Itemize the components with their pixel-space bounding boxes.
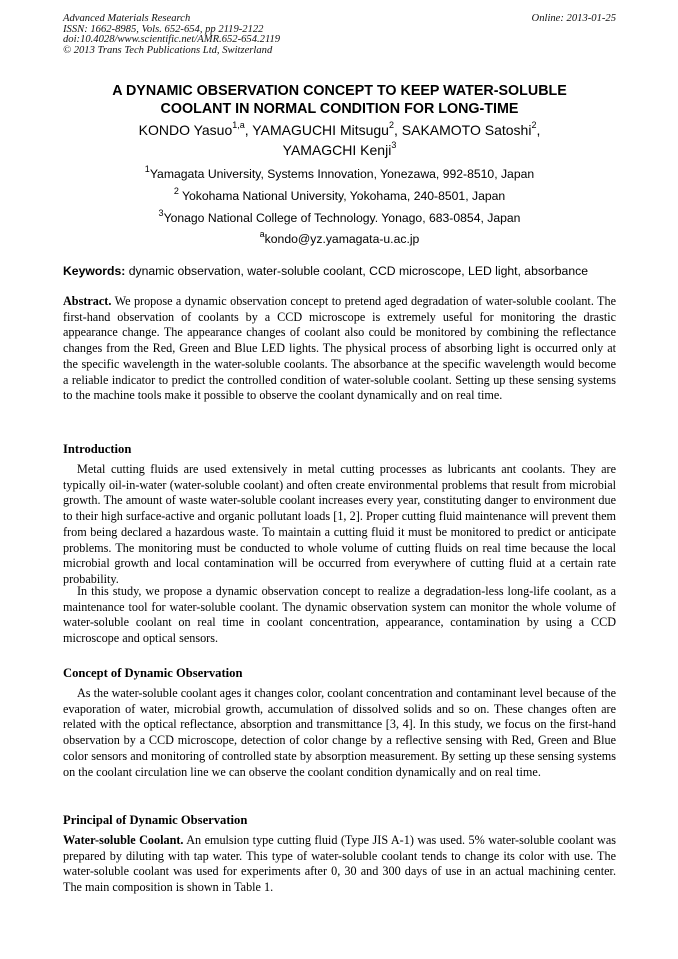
author-name: , YAMAGUCHI Mitsugu — [244, 122, 389, 138]
concept-paragraph-1 — [63, 686, 616, 780]
author-separator: , — [536, 122, 541, 138]
abstract-label: Abstract. — [63, 294, 112, 308]
affiliation-1 — [63, 163, 616, 181]
paragraph-text: An emulsion type cutting fluid (Type JIS A-1) was used. 5% water-soluble coolant was prepared by diluting with tap water. This type of water-soluble coolant tends to change its color with use. The water-soluble coolant was used for experiments after 0, 30 and 300 days of use in an actual machining center. The main composition is shown in Table 1. — [63, 833, 617, 895]
affiliation-text: Yamagata University, Systems Innovation, Yonezawa, 992-8510, Japan — [149, 167, 535, 181]
author-name: , SAKAMOTO Satoshi — [393, 122, 532, 138]
author-line-2 — [63, 141, 616, 161]
section-heading-introduction: Introduction — [63, 442, 132, 456]
paper-title — [63, 82, 616, 118]
paragraph-text: In this study, we propose a dynamic observation concept to realize a degradation-less long-life coolant, as a maintenance tool for water-soluble coolant. The dynamic observation system can monitor the whole volume of water-soluble coolant on real time in coolant concentration, appearance, contamination by using a CCD microscope and optical sensors. — [63, 584, 616, 646]
keywords — [63, 264, 616, 279]
email-address[interactable]: kondo@yz.yamagata-u.ac.jp — [264, 232, 420, 246]
title-line-2: COOLANT IN NORMAL CONDITION FOR LONG-TIME — [160, 101, 519, 117]
author-name: YAMAGCHI Kenji — [282, 141, 392, 158]
affiliation-text: Yonago National College of Technology. Yonago, 683-0854, Japan — [163, 211, 521, 225]
keywords-text: dynamic observation, water-soluble coolant, CCD microscope, LED light, absorbance — [125, 264, 588, 278]
journal-name: Advanced Materials Research — [63, 13, 191, 24]
paragraph-text: Metal cutting fluids are used extensively in metal cutting processes as lubricants ant coolants. They are typically oil-in-water (water-soluble coolant) and often create environmental problems that result from microbial growth. The amount of waste water-soluble coolant increases every year, constituting danger to environment due to their high surface-active and organic pollutant loads [1, 2]. Proper cutting fluid maintenance will prevent them from being declared a hazardous waste. To maintain a cutting fluid it must be monitored to predict or anticipate problems. The monitoring must be conducted to whole volume of cutting fluids on real time because the local microbial growth and local contamination will be occurred from everywhere of cutting fluid at a certain rate probability. — [63, 462, 616, 586]
introduction-paragraph-1 — [63, 462, 616, 588]
affiliation-mark: 1 — [144, 163, 150, 174]
author-line-1 — [63, 121, 616, 141]
paragraph-text: As the water-soluble coolant ages it changes color, coolant concentration and contaminant level because of the evaporation of water, microbial growth, accumulation of dissolved solids and so on. These changes often are related with the optical reflectance, absorption and transmittance [3, 4]. In this study, we focus on the first-hand observation by a CCD microscope, detection of color change by a reflective sensing with Red, Green and Blue color sensors and monitoring of controlled state by absorption measurement. By setting up these sensing systems on the coolant circulation line we can observe the coolant condition dynamically and on real time. — [63, 686, 616, 779]
keywords-label: Keywords: — [63, 264, 126, 278]
author-name: KONDO Yasuo — [138, 122, 233, 138]
author-email — [63, 228, 616, 246]
principal-paragraph-1 — [63, 833, 616, 896]
journal-header — [63, 14, 616, 56]
author-affiliation-mark: 3 — [391, 139, 397, 150]
author-affiliation-mark: 1,a — [232, 120, 245, 131]
online-date: Online: 2013-01-25 — [531, 13, 616, 24]
author-affiliation-mark: 2 — [388, 120, 394, 131]
abstract-text: We propose a dynamic observation concept to pretend aged degradation of water-soluble coolant. The first-hand observation of coolants by a CCD microscope is extremely useful for monitoring the drastic appearance change. The appearance changes of coolant also could be monitored by combining the reflectance changes from the Red, Green and Blue LED lights. The physical process of absorbing light is occurred only at the specific wavelength in the water-soluble coolants. The absorbance at the specific wavelength would become a reliable indicator to predict the controlled condition of water-soluble coolant. Setting up these sensing systems to the machine tools make it possible to observe the coolant dynamically and on real time. — [63, 294, 616, 403]
abstract — [63, 294, 616, 404]
title-line-1: A DYNAMIC OBSERVATION CONCEPT TO KEEP WATER-SOLUBLE — [112, 83, 567, 99]
affiliation-mark: a — [259, 228, 265, 239]
section-heading-concept: Concept of Dynamic Observation — [63, 666, 243, 680]
affiliation-mark: 3 — [158, 207, 164, 218]
subsection-lead: Water-soluble Coolant. — [63, 833, 184, 847]
section-heading-principal: Principal of Dynamic Observation — [63, 813, 248, 827]
author-affiliation-mark: 2 — [531, 120, 537, 131]
introduction-paragraph-2 — [63, 584, 616, 647]
affiliation-3 — [63, 207, 616, 225]
affiliation-text: Yokohama National University, Yokohama, 240-8501, Japan — [182, 189, 506, 203]
affiliation-2 — [63, 185, 616, 203]
author-list — [63, 121, 616, 160]
issn-line: ISSN: 1662-8985, Vols. 652-654, pp 2119-2122 — [63, 23, 264, 35]
affiliation-mark: 2 — [173, 185, 179, 196]
doi-line: doi:10.4028/www.scientific.net/AMR.652-654.2119 — [63, 34, 281, 46]
copyright-line: © 2013 Trans Tech Publications Ltd, Switzerland — [63, 44, 273, 56]
